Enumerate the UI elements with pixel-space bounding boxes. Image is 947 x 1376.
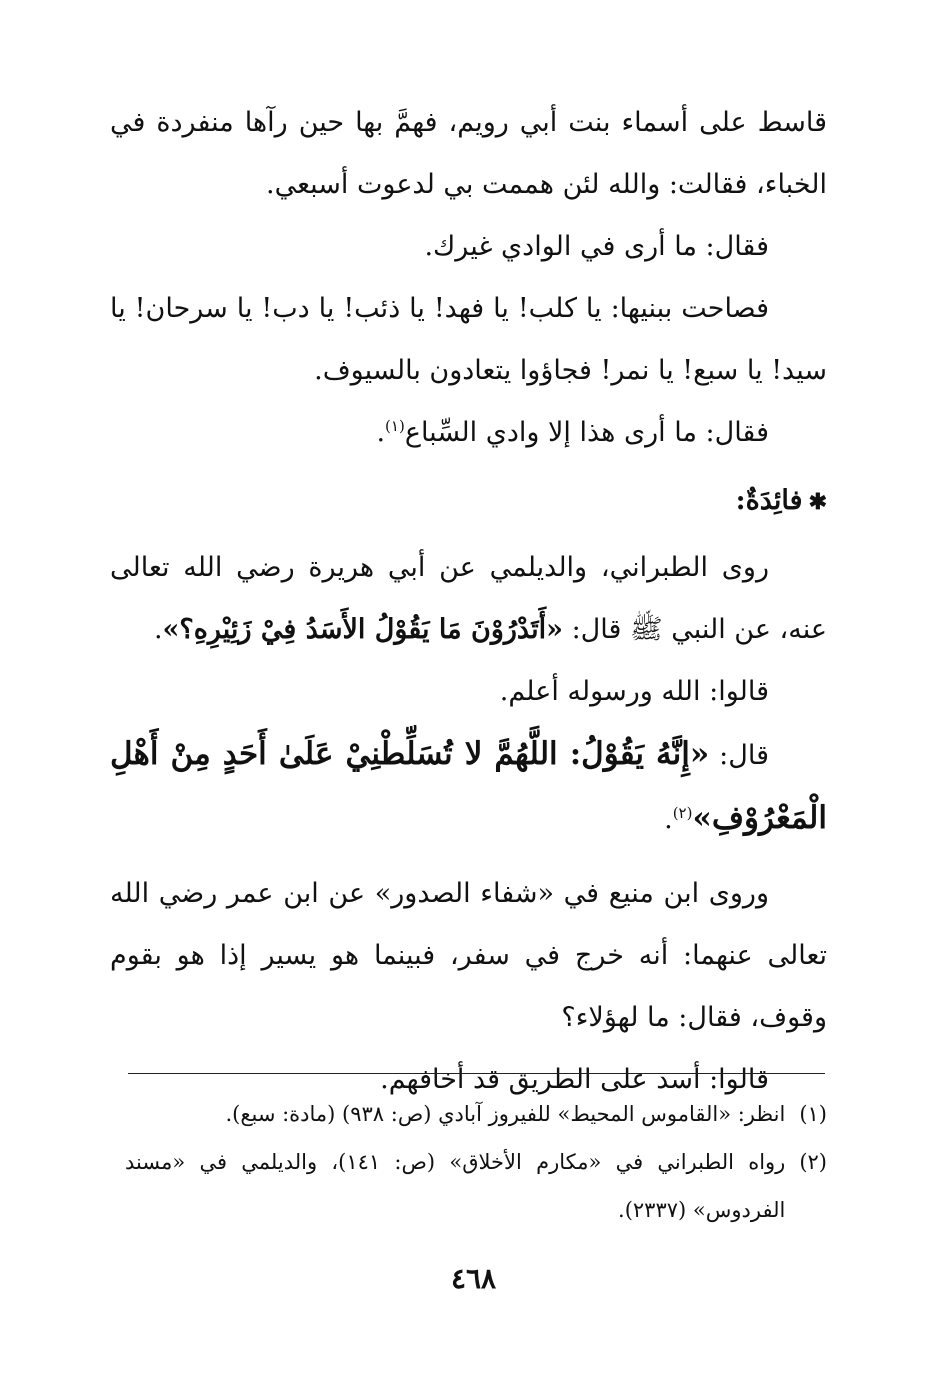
star-icon: ✱ bbox=[808, 489, 827, 515]
period: . bbox=[376, 417, 386, 448]
heading-label: فائِدَةٌ: bbox=[735, 485, 803, 516]
paragraph-valley-text: فقال: ما أرى هذا إلا وادي السِّباع bbox=[404, 417, 769, 448]
footnote-item bbox=[125, 1090, 827, 1138]
period: . bbox=[664, 804, 673, 835]
footnote-ref-2[interactable]: (٢) bbox=[672, 804, 693, 822]
footnote-text: انظر: «القاموس المحيط» للفيروز آبادي (ص: ٩٣٨) (مادة: سبع). bbox=[225, 1102, 786, 1126]
period: . bbox=[153, 614, 163, 645]
hadith-intro-text: روى الطبراني، والديلمي عن أبي هريرة رضي الله تعالى عنه، عن النبي ﷺ قال: bbox=[110, 552, 827, 645]
section-heading bbox=[110, 470, 827, 533]
page-number: ٤٦٨ bbox=[450, 1262, 497, 1295]
hadith-quote: «أَتَدْرُوْنَ مَا يَقُوْلُ الأَسَدُ فِيْ زَئِيْرِهِ؟» bbox=[162, 614, 563, 645]
paragraph-call-sons: فصاحت ببنيها: يا كلب! يا فهد! يا ذئب! يا دب! يا سرحان! يا سيد! يا سبع! يا نمر! فجاؤوا يتعادون بالسيوف. bbox=[110, 293, 827, 386]
paragraph-reply: فقال: ما أرى في الوادي غيرك. bbox=[424, 231, 769, 262]
paragraph-answer: قالوا: الله ورسوله أعلم. bbox=[499, 676, 769, 707]
paragraph-valley bbox=[110, 402, 827, 464]
paragraph-hadith-intro bbox=[110, 537, 827, 661]
footnote-number: (٢) bbox=[799, 1150, 827, 1174]
paragraph-ibn-mani: وروى ابن منيع في «شفاء الصدور» عن ابن عمر رضي الله تعالى عنهما: أنه خرج في سفر، فبينما هو يسير إذا هو بقوم وقوف، فقال: ما لهؤلاء؟ bbox=[110, 878, 827, 1033]
footnote-divider bbox=[128, 1073, 825, 1074]
footnote-ref-1[interactable]: (١) bbox=[385, 417, 405, 435]
footnotes bbox=[125, 1090, 827, 1234]
paragraph-lion-road: قالوا: أسد على الطريق قد أخافهم. bbox=[380, 1064, 769, 1095]
footnote-number: (١) bbox=[799, 1102, 827, 1126]
main-text bbox=[110, 92, 827, 1111]
lion-saying-quote: «إِنَّهُ يَقُوْلُ: اللَّهُمَّ لا تُسَلِّطْنِيْ عَلَىٰ أَحَدٍ مِنْ أَهْلِ الْمَعْرُوْفِ» bbox=[110, 736, 827, 836]
paragraph-lion-saying bbox=[110, 723, 827, 851]
lion-saying-intro: قال: bbox=[709, 740, 769, 771]
paragraph-continuation: قاسط على أسماء بنت أبي رويم، فهمَّ بها حين رآها منفردة في الخباء، فقالت: والله لئن هممت بي لدعوت أسبعي. bbox=[110, 107, 827, 200]
footnote-text: رواه الطبراني في «مكارم الأخلاق» (ص: ١٤١)، والديلمي في «مسند الفردوس» (٢٣٣٧). bbox=[125, 1150, 786, 1222]
footnote-item bbox=[125, 1138, 827, 1234]
